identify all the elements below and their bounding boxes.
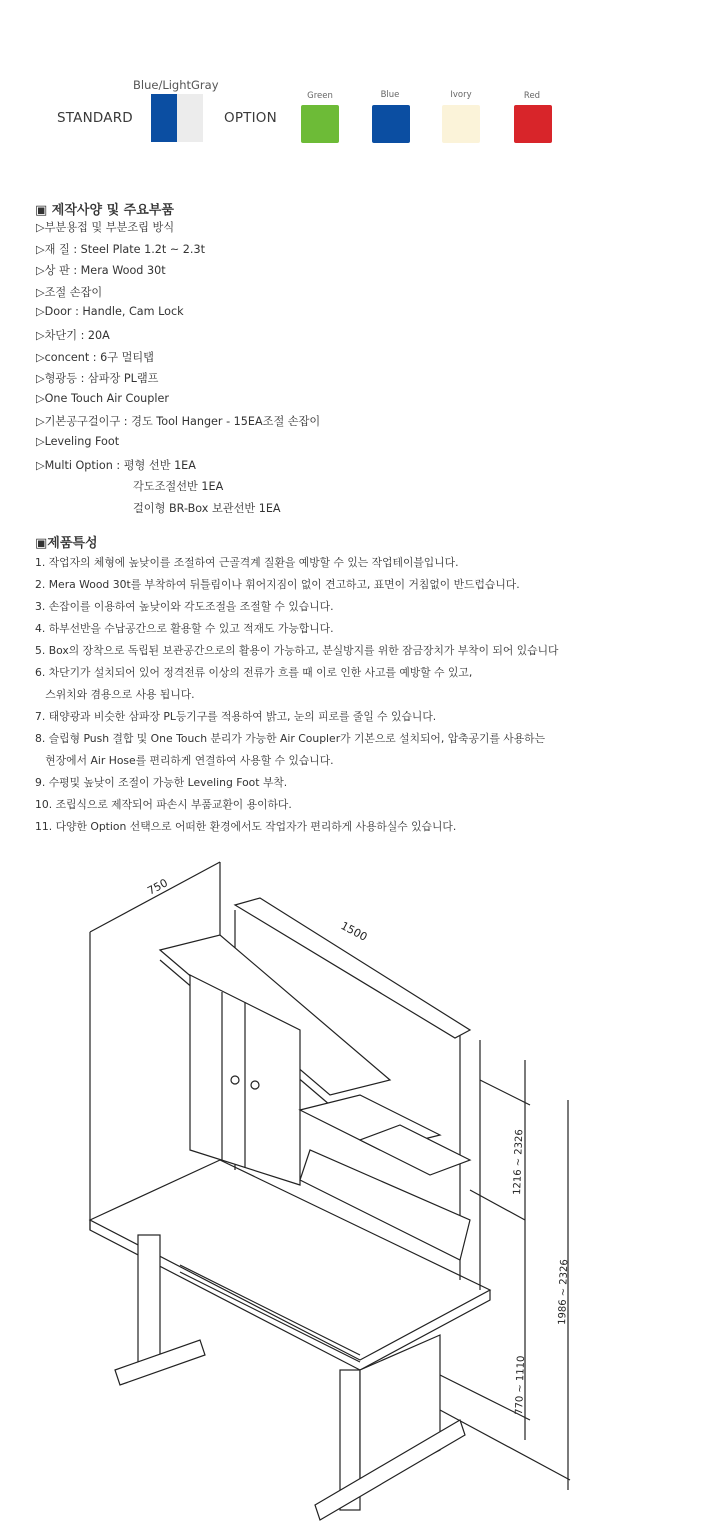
feature-item: 10. 조립식으로 제작되어 파손시 부품교환이 용이하다. [35, 798, 292, 811]
option-ivory-label: Ivory [450, 90, 472, 100]
specs-title: ▣ 제작사양 및 주요부품 [35, 203, 174, 218]
spec-item-extra: 각도조절선반 1EA [133, 480, 224, 494]
spec-item: ▷조절 손잡이 [36, 285, 103, 299]
standard-label: STANDARD [57, 110, 133, 126]
option-ivory [431, 90, 491, 143]
spec-item: ▷부분용접 및 부분조립 방식 [36, 221, 175, 234]
feature-item: 1. 작업자의 체형에 높낮이를 조절하여 근골격계 질환을 예방할 수 있는 작업테이블입니다. [35, 556, 459, 569]
spec-item-extra: 걸이형 BR-Box 보관선반 1EA [133, 501, 281, 515]
standard-swatch [151, 94, 203, 142]
feature-item: 스위치와 겸용으로 사용 됩니다. [35, 688, 195, 701]
spec-item: ▷One Touch Air Coupler [36, 391, 169, 405]
dim-total: 1986 ~ 2326 [557, 1259, 571, 1326]
option-blue-label: Blue [380, 90, 400, 100]
spec-item: ▷상 판 : Mera Wood 30t [36, 264, 166, 278]
feature-item: 6. 차단기가 설치되어 있어 정격전류 이상의 전류가 흐를 때 이로 인한 사고를 예방할 수 있고, [35, 666, 473, 679]
spec-item: ▷형광등 : 삼파장 PL램프 [36, 372, 159, 386]
option-red-swatch [514, 105, 552, 143]
option-red-label: Red [523, 91, 541, 101]
option-green-swatch [301, 105, 339, 143]
specs-list [36, 219, 320, 521]
feature-item: 3. 손잡이를 이용하여 높낮이와 각도조절을 조절할 수 있습니다. [35, 600, 334, 613]
spec-item: ▷재 질 : Steel Plate 1.2t ~ 2.3t [36, 242, 205, 256]
feature-item: 11. 다양한 Option 선택으로 어떠한 환경에서도 작업자가 편리하게 사용하실수 있습니다. [35, 820, 457, 833]
feature-item: 현장에서 Air Hose를 편리하게 연결하여 사용할 수 있습니다. [35, 754, 334, 767]
feature-item: 8. 슬립형 Push 결합 및 One Touch 분리가 가능한 Air Coupler가 기본으로 설치되어, 압축공기를 사용하는 [35, 732, 546, 745]
standard-swatch-blue [151, 94, 177, 142]
spec-item: ▷Leveling Foot [36, 434, 120, 448]
option-ivory-swatch [442, 105, 480, 143]
spec-item: ▷concent : 6구 멀티탭 [36, 350, 154, 364]
option-green [290, 91, 350, 143]
option-blue-swatch [372, 105, 410, 143]
workbench-drawing [0, 850, 709, 1535]
dim-table: 770 ~ 1110 [514, 1355, 528, 1416]
option-label: OPTION [224, 110, 277, 126]
features-title: ▣제품특성 [35, 536, 98, 551]
standard-swatch-lightgray [177, 94, 203, 142]
feature-item: 9. 수평및 높낮이 조절이 가능한 Leveling Foot 부착. [35, 776, 288, 789]
feature-item: 2. Mera Wood 30t를 부착하여 뒤틀림이나 휘어지짐이 없이 견고하고, 표면이 거침없이 반드럽습니다. [35, 578, 520, 591]
dim-upper: 1216 ~ 2326 [512, 1129, 526, 1196]
option-blue [360, 90, 420, 143]
spec-item: ▷Door : Handle, Cam Lock [36, 305, 184, 319]
option-red [502, 91, 562, 143]
feature-item: 7. 태양광과 비슷한 삼파장 PL등기구를 적용하여 밝고, 눈의 피로를 줄일 수 있습니다. [35, 710, 437, 723]
feature-item: 4. 하부선반을 수납공간으로 활용할 수 있고 적재도 가능합니다. [35, 622, 334, 635]
spec-item: ▷기본공구걸이구 : 경도 Tool Hanger - 15EA조절 손잡이 [36, 415, 321, 429]
feature-item: 5. Box의 장착으로 독립된 보관공간으로의 활용이 가능하고, 분실방지를 위한 잠금장치가 부착이 되어 있습니다 [35, 644, 559, 657]
dim-depth: 750 [145, 876, 170, 898]
dim-width: 1500 [338, 919, 370, 944]
spec-item: ▷Multi Option : 평형 선반 1EA [36, 458, 196, 472]
features-list [35, 555, 558, 841]
spec-item: ▷차단기 : 20A [36, 328, 110, 342]
standard-caption: Blue/LightGray [133, 78, 219, 92]
option-green-label: Green [307, 91, 333, 101]
